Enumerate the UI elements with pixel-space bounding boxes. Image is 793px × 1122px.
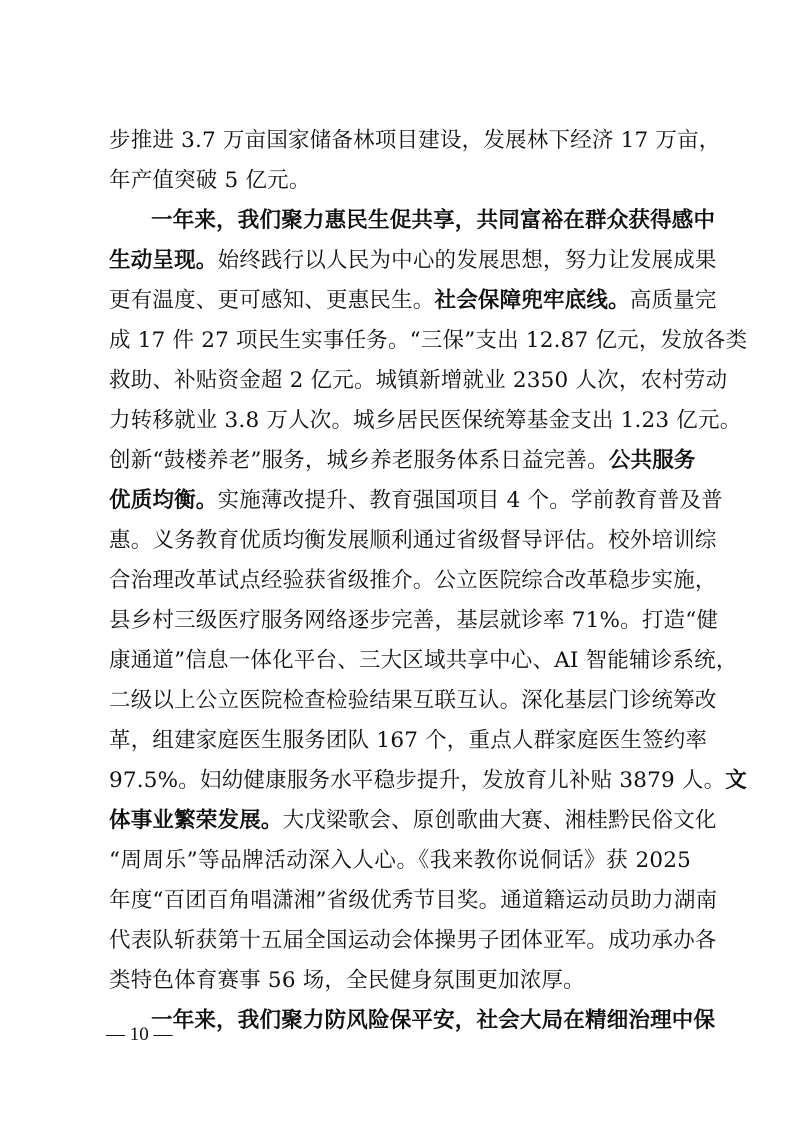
text-line (109, 441, 696, 481)
text-segment: 创新“鼓楼养老”服务，城乡养老服务体系日益完善。 (109, 448, 609, 473)
text-line: 年度“百团百角唱潇湘”省级优秀节目奖。通道籍运动员助力湖南 (109, 888, 718, 913)
text-line: 救助、补贴资金超 2 亿元。城镇新增就业 2350 人次，农村劳动 (109, 368, 728, 393)
text-segment: 始终践行以人民为中心的发展思想，努力让发展成果 (217, 248, 717, 273)
text-line: 步推进 3.7 万亩国家储备林项目建设，发展林下经济 17 万亩， (109, 128, 721, 153)
section-heading-culture-sports: 文 (725, 768, 747, 793)
bold-lead: 生动呈现。 (109, 248, 218, 273)
text-line (109, 801, 717, 841)
section-heading-public-service: 公共服务 (608, 448, 696, 473)
text-line: 二级以上公立医院检查检验结果互联互认。深化基层门诊统筹改 (109, 688, 717, 713)
text-segment: 更有温度、更可感知、更惠民生。 (109, 288, 435, 313)
paragraph-lead-heading (151, 1001, 716, 1041)
text-line (109, 481, 723, 521)
text-segment: 实施薄改提升、教育强国项目 4 个。学前教育普及普 (217, 488, 723, 513)
page-number: — 10 — (106, 1024, 173, 1045)
text-line (109, 761, 747, 801)
bold-lead: 一年来，我们聚力防风险保平安，社会大局在精细治理中保 (151, 1008, 716, 1033)
text-line: 康通道”信息一体化平台、三大区域共享中心、AI 智能辅诊系统， (109, 648, 738, 673)
text-line: 成 17 件 27 项民生实事任务。“三保”支出 12.87 亿元，发放各类 (109, 328, 748, 353)
text-line (109, 281, 717, 321)
text-segment: 大戊梁歌会、原创歌曲大赛、湘桂黔民俗文化 (282, 808, 717, 833)
text-line: 惠。义务教育优质均衡发展顺利通过省级督导评估。校外培训综 (109, 528, 717, 553)
text-segment: 高质量完 (629, 288, 717, 313)
paragraph-lead-heading (151, 201, 716, 241)
section-heading-social-security: 社会保障兜牢底线。 (434, 288, 630, 313)
section-heading-public-service: 优质均衡。 (109, 488, 218, 513)
text-line: 代表队斩获第十五届全国运动会体操男子团体亚军。成功承办各 (109, 928, 717, 953)
text-line: 年产值突破 5 亿元。 (109, 168, 311, 193)
text-segment: 97.5%。妇幼健康服务水平稳步提升，发放育儿补贴 3879 人。 (109, 768, 726, 793)
text-line: 革，组建家庭医生服务团队 167 个，重点人群家庭医生签约率 (109, 728, 708, 753)
text-line (109, 241, 717, 281)
text-line: “周周乐”等品牌活动深入人心。《我来教你说侗话》获 2025 (109, 848, 691, 873)
text-line: 县乡村三级医疗服务网络逐步完善，基层就诊率 71%。打造“健 (109, 608, 719, 633)
section-heading-culture-sports: 体事业繁荣发展。 (109, 808, 283, 833)
bold-lead: 一年来，我们聚力惠民生促共享，共同富裕在群众获得感中 (151, 208, 716, 233)
text-line: 合治理改革试点经验获省级推介。公立医院综合改革稳步实施， (109, 568, 717, 593)
text-line: 力转移就业 3.8 万人次。城乡居民医保统筹基金支出 1.23 亿元。 (109, 408, 742, 433)
text-line: 类特色体育赛事 56 场，全民健身氛围更加浓厚。 (109, 968, 585, 993)
